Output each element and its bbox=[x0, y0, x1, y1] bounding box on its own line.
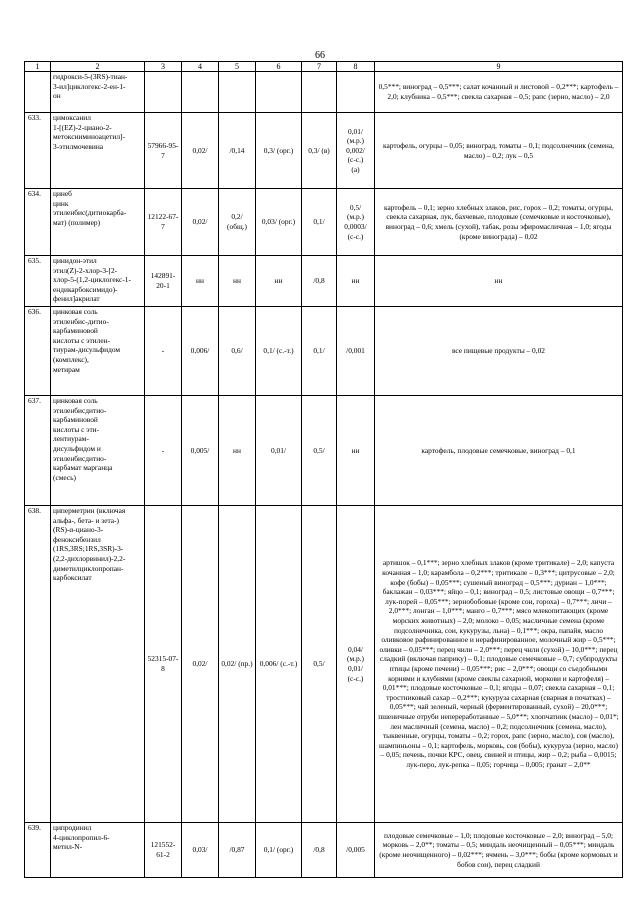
substance-name-line: карбоксилат bbox=[53, 573, 92, 583]
substance-name-line: этил(Z)-2-хлор-3-[2- bbox=[53, 265, 118, 275]
value-col-6: 0,01/ bbox=[256, 396, 302, 506]
value-col-8-line: /0,005 bbox=[346, 845, 365, 855]
value-col-8-line: (а) bbox=[351, 164, 360, 174]
value-col-8-line: 0,002/ bbox=[346, 145, 365, 155]
substance-name-line: кислоты с этилен- bbox=[53, 335, 111, 345]
header-cell: 6 bbox=[256, 62, 302, 72]
table-row bbox=[25, 823, 623, 878]
substance-name bbox=[51, 823, 145, 878]
value-col-8-line: (с-с.) bbox=[347, 155, 364, 165]
value-col-8 bbox=[337, 506, 375, 823]
value-col-5 bbox=[219, 72, 256, 113]
substance-name-line: тиурам-дисульфидом bbox=[53, 345, 121, 355]
header-cell: 2 bbox=[51, 62, 145, 72]
value-col-8-line: 0,04/ bbox=[348, 644, 363, 654]
value-col-8 bbox=[337, 307, 375, 396]
header-cell: 9 bbox=[375, 62, 623, 72]
value-col-5: 0,02/ (пр.) bbox=[219, 506, 256, 823]
header-cell: 8 bbox=[337, 62, 375, 72]
table-row bbox=[25, 72, 623, 113]
table-row bbox=[25, 113, 623, 189]
substance-name-line: диметилциклопропан- bbox=[53, 563, 124, 573]
substance-name-line: гидрокси-5-(3RS)-тиан- bbox=[53, 72, 128, 81]
substance-name-line: цинидон-этил bbox=[53, 256, 97, 265]
substance-name-line: 3-этилмочевина bbox=[53, 141, 104, 151]
table-row bbox=[25, 256, 623, 307]
substance-name-line: метил-N- bbox=[53, 842, 83, 852]
row-number: 637. bbox=[25, 396, 51, 506]
substance-name-line: этиленбисдитио- bbox=[53, 405, 107, 415]
cas-number: 142891-20-1 bbox=[145, 256, 182, 307]
substance-name-line: 3-ил]циклогекс-2-ен-1- bbox=[53, 81, 126, 91]
substance-name-line: хлор-5-(1,2-циклогекс-1- bbox=[53, 275, 131, 285]
value-col-8-line: 0,01/ bbox=[348, 664, 363, 673]
cas-number: 121552-61-2 bbox=[145, 823, 182, 878]
header-row bbox=[25, 62, 623, 72]
substance-name-line: (комплекс), bbox=[53, 354, 89, 364]
value-col-4: 0,02/ bbox=[182, 189, 219, 256]
value-col-4: 0,02/ bbox=[182, 113, 219, 189]
value-col-8 bbox=[337, 72, 375, 113]
cas-number: 12122-67-7 bbox=[145, 189, 182, 256]
table-row bbox=[25, 307, 623, 396]
substance-name-line: лентиурам- bbox=[53, 434, 89, 444]
value-col-8 bbox=[337, 113, 375, 189]
cas-number: - bbox=[145, 396, 182, 506]
row-number: 634. bbox=[25, 189, 51, 256]
substance-name-line: этиленбис(дитиокарба- bbox=[53, 208, 127, 218]
mrl-text: все пищевые продукты – 0,02 bbox=[375, 307, 623, 396]
substance-name-line: кислоты с эти- bbox=[53, 424, 100, 434]
substance-name bbox=[51, 256, 145, 307]
value-col-5: 0,2/ (общ.) bbox=[219, 189, 256, 256]
header-cell: 1 bbox=[25, 62, 51, 72]
mrl-text: артишок – 0,1***; зерно хлебных злаков (кроме тритикале) – 2,0; капуста кочанная – 1,0; карамбола – 0,2***; тритикале – 0,3***; цитрусовые – 2,0; кофе (бобы) – 0,05***; сушеный виноград – 0,5***; дуриан – 1,0***; баклажан – 0,03***; яйцо – 0,1; виноград – 0,5; листовые овощи – 0,7***; лук-порей – 0,05***; зернобобовые (кроме сои, гороха) – 0,7***; личи – 2,0***; лонган – 1,0***; манго – 0,7***; мясо млекопитающих (кроме морских животных) – 2,0; молоко – 0,05; масличные семена (кроме подсолнечника, сои, кукурузы, льна) – 0,1***; окра, папайя, масло оливковое рафинированное и нерафинированное, молочный жир – 0,5***; оливки – 0,05***; перец чили – 2,0***; перец чили (сухой) – 10,0***; перец сладкий (включая паприку) – 0,1; плодовые семечковые – 0,7; субпродукты птицы (кроме печени) – 0,05***; рис – 2,0***; овощи со съедобными корнями и клубнями (кроме свеклы сахарной, моркови и картофеля) – 0,01***; плодовые косточковые – 0,1; ягоды – 0,07; свекла сахарная – 0,1; тростниковый сахар – 0,2***; кукуруза сахарная (сварная в початках) – 0,05***; чай зеленый, черный (ферментированный, сухой) – 20,0***; пшеничные отруби непереработанные – 5,0***; хлопчатник (масло) – 0,01*; лен масличный (семена, масло) – 0,2; подсолнечник (семена, масло), тыквенные, огурцы, томаты – 0,2; горох, рапс (зерно, масло), соя (масло), шампиньоны – 0,1; картофель, морковь, соя (бобы), кукуруза (зерно, масло) – 0,05; печень, почки КРС, овец, свиней и птицы, жир – 0,2; рыба – 0,0015; лук-перо, лук-репка – 0,05; горчица – 0,005; гранат – 2,0** bbox=[375, 506, 623, 823]
value-col-4: 0,006/ bbox=[182, 307, 219, 396]
substance-name-line: (2,2-дихлорвинил)-2,2- bbox=[53, 553, 126, 563]
header-cell: 4 bbox=[182, 62, 219, 72]
value-col-7: 0,5/ bbox=[302, 396, 337, 506]
substance-name-line: карбаминовой bbox=[53, 326, 98, 336]
registry-table bbox=[24, 61, 623, 878]
row-number bbox=[25, 72, 51, 113]
value-col-8-line: 0,5/ bbox=[349, 202, 362, 212]
substance-name-line: фенил]акрилат bbox=[53, 294, 100, 304]
value-col-8-line: (с-с.) bbox=[347, 231, 364, 241]
value-col-6: 0,1/ (орг.) bbox=[256, 823, 302, 878]
table-row bbox=[25, 396, 623, 506]
row-number: 635. bbox=[25, 256, 51, 307]
value-col-7: /0,8 bbox=[302, 256, 337, 307]
value-col-6: 0,1/ (с.-т.) bbox=[256, 307, 302, 396]
substance-name-line: альфа-, бета- и зета-) bbox=[53, 515, 120, 525]
substance-name-line: (1RS,3RS;1RS,3SR)-3- bbox=[53, 544, 124, 554]
header-cell: 3 bbox=[145, 62, 182, 72]
substance-name-line: цимоксанил bbox=[53, 113, 91, 122]
substance-name-line: 4-циклопропил-6- bbox=[53, 832, 110, 842]
value-col-7: 0,1/ bbox=[302, 189, 337, 256]
value-col-8 bbox=[337, 396, 375, 506]
value-col-8-line: (м.р.) bbox=[347, 212, 364, 222]
mrl-text: нн bbox=[375, 256, 623, 307]
value-col-8 bbox=[337, 189, 375, 256]
value-col-5: /0,14 bbox=[219, 113, 256, 189]
substance-name-line: он bbox=[53, 91, 61, 101]
substance-name bbox=[51, 396, 145, 506]
value-col-8 bbox=[337, 823, 375, 878]
mrl-text: плодовые семечковые – 1,0; плодовые косточковые – 2,0; виноград – 5,0; морковь – 2,0**; томаты – 0,5; миндаль неочищенный – 0,05***; миндаль (кроме неочищенного) – 0,02***; ячмень – 3,0***; бобы (кроме кормовых и бобов сои), перец сладкий bbox=[375, 823, 623, 878]
substance-name-line: этиленбис-дитио- bbox=[53, 316, 109, 326]
value-col-6: 0,3/ (орг.) bbox=[256, 113, 302, 189]
substance-name-line: цинковая соль bbox=[53, 396, 98, 405]
substance-name-line: карбаминовой bbox=[53, 415, 98, 425]
value-col-4 bbox=[182, 72, 219, 113]
cas-number: 57966-95-7 bbox=[145, 113, 182, 189]
row-number: 633. bbox=[25, 113, 51, 189]
substance-name-line: дисульфидом и bbox=[53, 443, 101, 453]
value-col-5: нн bbox=[219, 256, 256, 307]
cas-number: 52315-07-8 bbox=[145, 506, 182, 823]
value-col-8-line: 0,0003/ bbox=[344, 222, 367, 231]
substance-name-line: ендикарбоксимидо)- bbox=[53, 284, 118, 294]
cas-number: - bbox=[145, 307, 182, 396]
substance-name-line: цинеб bbox=[53, 189, 72, 198]
value-col-4: 0,03/ bbox=[182, 823, 219, 878]
value-col-8-line: (с-с.) bbox=[347, 673, 364, 683]
value-col-4: 0,02/ bbox=[182, 506, 219, 823]
value-col-7: 0,1/ bbox=[302, 307, 337, 396]
substance-name-line: (RS)-α-циано-3- bbox=[53, 525, 104, 535]
substance-name-line: цинковая соль bbox=[53, 307, 98, 316]
table-row bbox=[25, 189, 623, 256]
substance-name-line: феноксибензил bbox=[53, 534, 101, 544]
substance-name-line: метирам bbox=[53, 364, 80, 374]
table-row bbox=[25, 506, 623, 823]
substance-name-line: ципродинил bbox=[53, 823, 92, 832]
value-col-8-line: 0,01/ bbox=[348, 126, 363, 136]
substance-name-line: цинк bbox=[53, 198, 69, 208]
substance-name-line: карбамат марганца bbox=[53, 463, 113, 473]
substance-name-line: (смесь) bbox=[53, 472, 76, 482]
page-number: 66 bbox=[315, 50, 325, 61]
value-col-8-line: /0,001 bbox=[346, 346, 365, 356]
substance-name bbox=[51, 72, 145, 113]
value-col-6: нн bbox=[256, 256, 302, 307]
value-col-4: 0,005/ bbox=[182, 396, 219, 506]
header-cell: 7 bbox=[302, 62, 337, 72]
mrl-text: картофель, огурцы – 0,05; виноград, томаты – 0,1; подсолнечник (семена, масло) – 0,2; лук – 0,5 bbox=[375, 113, 623, 189]
substance-name bbox=[51, 506, 145, 823]
value-col-8 bbox=[337, 256, 375, 307]
value-col-7: /0,8 bbox=[302, 823, 337, 878]
substance-name-line: 1-[(EZ)-2-циано-2- bbox=[53, 122, 112, 132]
value-col-6: 0,03/ (орг.) bbox=[256, 189, 302, 256]
substance-name bbox=[51, 189, 145, 256]
value-col-8-line: (м.р.) bbox=[347, 136, 364, 146]
value-col-4: нн bbox=[182, 256, 219, 307]
value-col-5: нн bbox=[219, 396, 256, 506]
value-col-5: /0,87 bbox=[219, 823, 256, 878]
value-col-6 bbox=[256, 72, 302, 113]
cas-number bbox=[145, 72, 182, 113]
row-number: 638. bbox=[25, 506, 51, 823]
mrl-text: 0,5***; виноград – 0,5***; салат кочанный и листовой – 0,2***; картофель – 2,0; клубника – 0,5***; свекла сахарная – 0,5; рапс (зерно, масло) – 2,0 bbox=[375, 72, 623, 113]
value-col-7: 0,3/ (в) bbox=[302, 113, 337, 189]
row-number: 639. bbox=[25, 823, 51, 878]
value-col-7: 0,5/ bbox=[302, 506, 337, 823]
substance-name-line: циперметрин (включая bbox=[53, 506, 126, 515]
substance-name-line: мат) (полимер) bbox=[53, 217, 101, 227]
row-number: 636. bbox=[25, 307, 51, 396]
mrl-text: картофель – 0,1; зерно хлебных злаков, рис, горох – 0,2; томаты, огурцы, свекла сахарная, лук, бахчевые, плодовые (семечковые и косточковые), виноград – 0,6; хмель (сухой), табак, розы эфиромасличная – 1,0; ягоды (кроме винограда) – 0,02 bbox=[375, 189, 623, 256]
value-col-6: 0,006/ (с.-т.) bbox=[256, 506, 302, 823]
substance-name-line: метоксииминоацетил]- bbox=[53, 132, 125, 142]
substance-name bbox=[51, 307, 145, 396]
value-col-8-line: нн bbox=[351, 276, 360, 286]
header-cell: 5 bbox=[219, 62, 256, 72]
mrl-text: картофель, плодовые семечковые, виноград – 0,1 bbox=[375, 396, 623, 506]
value-col-7 bbox=[302, 72, 337, 113]
value-col-8-line: (м.р.) bbox=[347, 654, 364, 664]
value-col-5: 0,6/ bbox=[219, 307, 256, 396]
substance-name bbox=[51, 113, 145, 189]
substance-name-line: этиленбисдитио- bbox=[53, 453, 107, 463]
value-col-8-line: нн bbox=[351, 445, 360, 455]
